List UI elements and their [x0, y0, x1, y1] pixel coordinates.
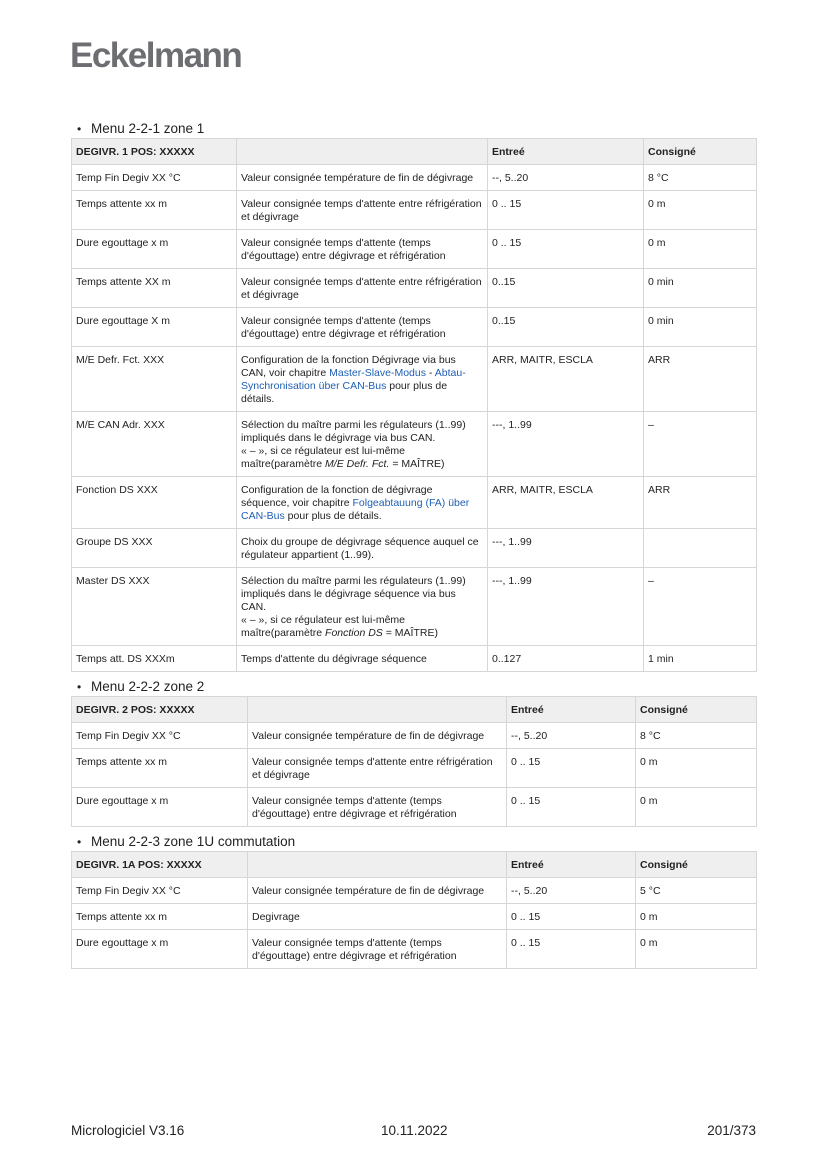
desc-text: Configuration de la fonction Dégivrage via bus CAN, voir chapitre — [241, 354, 456, 379]
table-row — [72, 230, 757, 269]
link-master-slave-modus[interactable]: Master-Slave-Modus — [329, 367, 426, 379]
param-cell: Dure egouttage x m — [72, 230, 237, 269]
table-header-row — [72, 697, 757, 723]
range-cell: 0 .. 15 — [507, 904, 636, 930]
range-cell: ---, 1..99 — [488, 568, 644, 646]
setpoint-cell: ARR — [644, 477, 757, 529]
param-cell: Temp Fin Degiv XX °C — [72, 878, 248, 904]
section-title-text: Menu 2-2-3 zone 1U commutation — [91, 834, 296, 849]
setpoint-cell: 8 °C — [644, 165, 757, 191]
table-row — [72, 723, 757, 749]
setpoint-cell: ARR — [644, 347, 757, 412]
param-cell: Temp Fin Degiv XX °C — [72, 165, 237, 191]
bullet-icon: • — [77, 835, 82, 849]
desc-cell: Degivrage — [248, 904, 507, 930]
setpoint-cell: 0 m — [636, 904, 757, 930]
desc-text: Sélection du maître parmi les régulateurs (1..99) impliqués dans le dégivrage séquence via bus CAN. — [241, 575, 466, 613]
link-abtau-synchronisation[interactable]: Abtau-Synchronisation über CAN-Bus — [241, 367, 466, 392]
desc-cell: Valeur consignée temps d'attente (temps d'égouttage) entre dégivrage et réfrigération — [237, 230, 488, 269]
table-row — [72, 904, 757, 930]
range-cell: --, 5..20 — [507, 878, 636, 904]
range-cell: ARR, MAITR, ESCLA — [488, 347, 644, 412]
table-zone2 — [71, 696, 757, 827]
setpoint-cell: 0 m — [636, 749, 757, 788]
setpoint-cell: 0 m — [636, 788, 757, 827]
bullet-icon: • — [77, 680, 82, 694]
table-zone1 — [71, 138, 757, 672]
desc-cell: Valeur consignée temps d'attente (temps d'égouttage) entre dégivrage et réfrigération — [248, 788, 507, 827]
range-cell: ARR, MAITR, ESCLA — [488, 477, 644, 529]
range-cell: --, 5..20 — [507, 723, 636, 749]
range-cell: ---, 1..99 — [488, 412, 644, 477]
desc-cell: Valeur consignée température de fin de dégivrage — [248, 723, 507, 749]
param-cell: Temps attente xx m — [72, 749, 248, 788]
desc-cell — [237, 412, 488, 477]
header-cell: Entreé — [488, 139, 644, 165]
table-row — [72, 646, 757, 672]
header-cell: DEGIVR. 1A POS: XXXXX — [72, 852, 248, 878]
desc-cell: Valeur consignée température de fin de dégivrage — [248, 878, 507, 904]
header-cell — [248, 697, 507, 723]
desc-text: « – », si ce régulateur est lui-même maître(paramètre — [241, 445, 405, 470]
bullet-icon: • — [77, 122, 82, 136]
desc-cell: Valeur consignée température de fin de dégivrage — [237, 165, 488, 191]
header-cell: Consigné — [644, 139, 757, 165]
desc-text: « – », si ce régulateur est lui-même maître(paramètre — [241, 614, 405, 639]
param-cell: Fonction DS XXX — [72, 477, 237, 529]
param-cell: M/E Defr. Fct. XXX — [72, 347, 237, 412]
setpoint-cell: 5 °C — [636, 878, 757, 904]
range-cell: --, 5..20 — [488, 165, 644, 191]
range-cell: 0..15 — [488, 308, 644, 347]
desc-text: Sélection du maître parmi les régulateurs (1..99) impliqués dans le dégivrage via bus CAN. — [241, 419, 466, 444]
setpoint-cell: 0 min — [644, 269, 757, 308]
param-cell: Temps att. DS XXXm — [72, 646, 237, 672]
footer-page-number: 201/373 — [707, 1123, 756, 1138]
header-cell: Entreé — [507, 697, 636, 723]
range-cell: 0..127 — [488, 646, 644, 672]
eckelmann-logo: Eckelmann — [70, 36, 242, 75]
desc-cell: Valeur consignée temps d'attente entre réfrigération et dégivrage — [237, 191, 488, 230]
table-header-row — [72, 852, 757, 878]
section-title-text: Menu 2-2-2 zone 2 — [91, 679, 205, 694]
setpoint-cell: 0 min — [644, 308, 757, 347]
setpoint-cell: 0 m — [644, 230, 757, 269]
range-cell: 0 .. 15 — [488, 230, 644, 269]
range-cell: 0 .. 15 — [507, 749, 636, 788]
range-cell: 0 .. 15 — [507, 788, 636, 827]
desc-text: = MAÎTRE) — [389, 458, 445, 470]
desc-cell: Temps d'attente du dégivrage séquence — [237, 646, 488, 672]
table-row — [72, 269, 757, 308]
section-title-zone1 — [71, 120, 756, 138]
table-row — [72, 529, 757, 568]
desc-cell — [237, 477, 488, 529]
table-row — [72, 412, 757, 477]
desc-cell: Choix du groupe de dégivrage séquence auquel ce régulateur appartient (1..99). — [237, 529, 488, 568]
header-cell — [237, 139, 488, 165]
setpoint-cell: 0 m — [644, 191, 757, 230]
range-cell: ---, 1..99 — [488, 529, 644, 568]
table-row — [72, 749, 757, 788]
param-cell: Temp Fin Degiv XX °C — [72, 723, 248, 749]
table-zone1u — [71, 851, 757, 969]
section-title-text: Menu 2-2-1 zone 1 — [91, 121, 205, 136]
link-folgeabtauung[interactable]: Folgeabtauung (FA) über CAN-Bus — [241, 497, 470, 522]
table-row — [72, 878, 757, 904]
param-cell: Temps attente XX m — [72, 269, 237, 308]
param-cell: Dure egouttage x m — [72, 788, 248, 827]
table-row — [72, 568, 757, 646]
setpoint-cell — [644, 529, 757, 568]
desc-text: Configuration de la fonction de dégivrage séquence, voir chapitre — [241, 484, 433, 509]
table-row — [72, 308, 757, 347]
param-cell: Temps attente xx m — [72, 904, 248, 930]
desc-cell — [237, 347, 488, 412]
footer-firmware-version: Micrologiciel V3.16 — [71, 1123, 185, 1138]
param-cell: Dure egouttage X m — [72, 308, 237, 347]
table-row — [72, 191, 757, 230]
param-ref: M/E Defr. Fct. — [325, 458, 390, 470]
footer-date: 10.11.2022 — [381, 1123, 448, 1138]
table-row — [72, 347, 757, 412]
header-cell: DEGIVR. 2 POS: XXXXX — [72, 697, 248, 723]
table-row — [72, 930, 757, 969]
range-cell: 0 .. 15 — [507, 930, 636, 969]
param-cell: Master DS XXX — [72, 568, 237, 646]
setpoint-cell: – — [644, 412, 757, 477]
table-row — [72, 165, 757, 191]
setpoint-cell: 0 m — [636, 930, 757, 969]
desc-text: pour plus de détails. — [241, 380, 448, 405]
param-cell: Groupe DS XXX — [72, 529, 237, 568]
setpoint-cell: 8 °C — [636, 723, 757, 749]
header-cell: Consigné — [636, 852, 757, 878]
param-ref: Fonction DS — [325, 627, 383, 639]
setpoint-cell: 1 min — [644, 646, 757, 672]
table-row — [72, 477, 757, 529]
param-cell: Temps attente xx m — [72, 191, 237, 230]
header-cell — [248, 852, 507, 878]
desc-cell: Valeur consignée temps d'attente (temps d'égouttage) entre dégivrage et réfrigération — [237, 308, 488, 347]
desc-text: pour plus de détails. — [284, 510, 382, 522]
header-cell: Consigné — [636, 697, 757, 723]
setpoint-cell: – — [644, 568, 757, 646]
desc-cell: Valeur consignée temps d'attente entre réfrigération et dégivrage — [248, 749, 507, 788]
desc-separator: - — [426, 367, 435, 379]
table-header-row — [72, 139, 757, 165]
header-cell: DEGIVR. 1 POS: XXXXX — [72, 139, 237, 165]
range-cell: 0..15 — [488, 269, 644, 308]
section-title-zone2 — [71, 678, 756, 696]
desc-cell — [237, 568, 488, 646]
page-content — [71, 120, 756, 969]
section-title-zone1u — [71, 833, 756, 851]
param-cell: Dure egouttage x m — [72, 930, 248, 969]
range-cell: 0 .. 15 — [488, 191, 644, 230]
param-cell: M/E CAN Adr. XXX — [72, 412, 237, 477]
desc-cell: Valeur consignée temps d'attente (temps d'égouttage) entre dégivrage et réfrigération — [248, 930, 507, 969]
desc-text: = MAÎTRE) — [382, 627, 438, 639]
header-cell: Entreé — [507, 852, 636, 878]
desc-cell: Valeur consignée temps d'attente entre réfrigération et dégivrage — [237, 269, 488, 308]
table-row — [72, 788, 757, 827]
